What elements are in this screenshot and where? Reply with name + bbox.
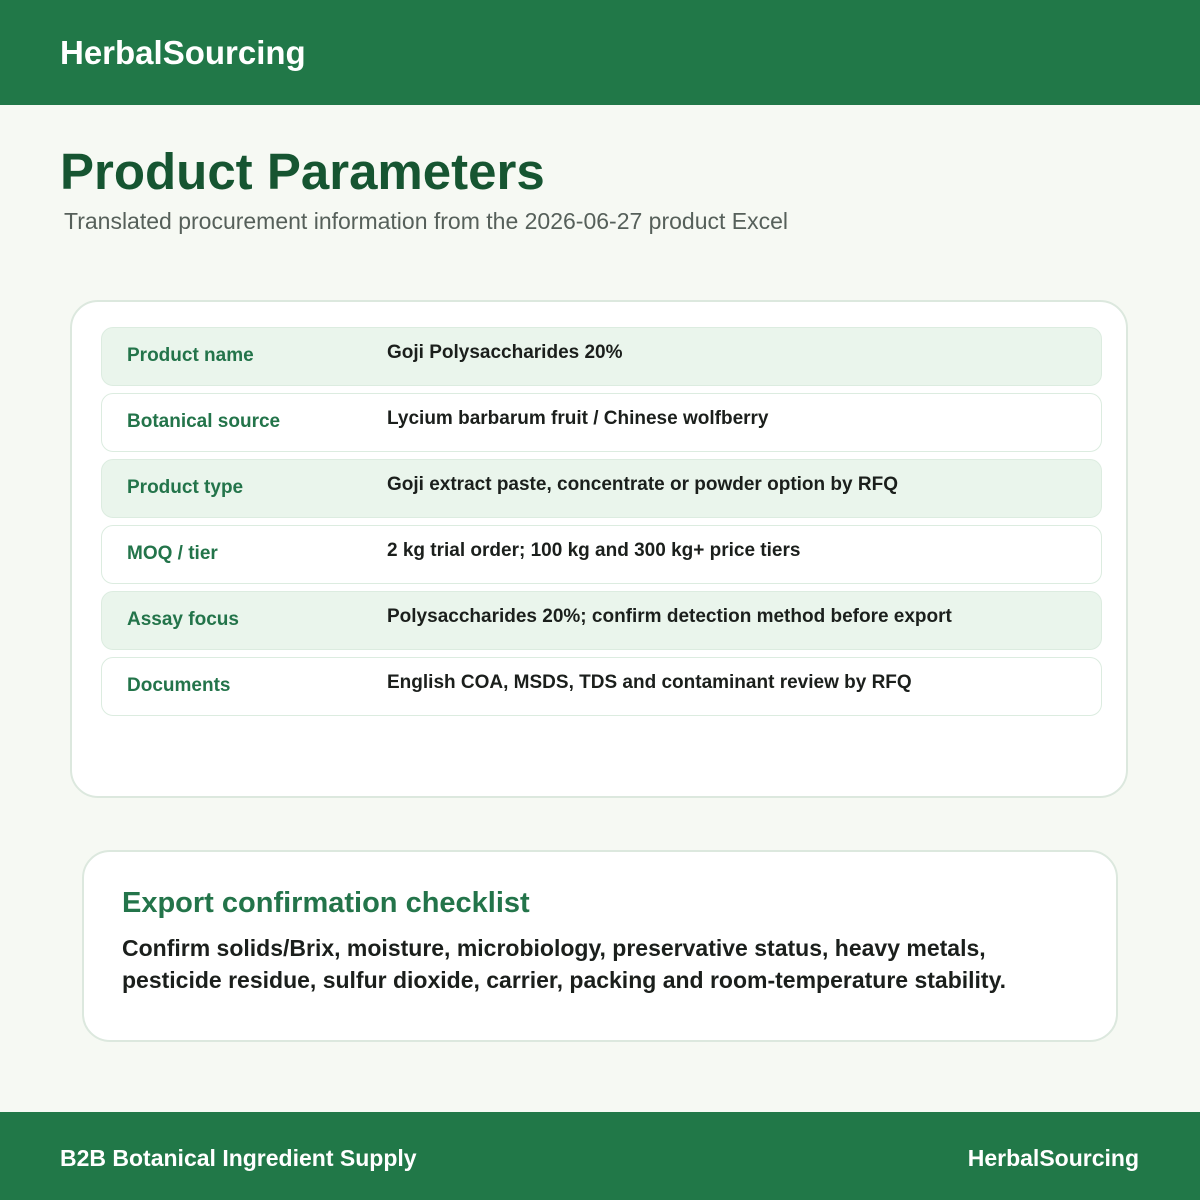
- export-checklist-card: [82, 850, 1118, 1042]
- parameter-value: 2 kg trial order; 100 kg and 300 kg+ price tiers: [387, 540, 801, 561]
- parameter-row-documents: [101, 657, 1102, 716]
- footer-tagline: B2B Botanical Ingredient Supply: [60, 1145, 417, 1171]
- parameter-label: Product name: [127, 345, 254, 366]
- page-title: Product Parameters: [60, 143, 545, 200]
- parameters-card: [70, 300, 1128, 798]
- checklist-title: Export confirmation checklist: [122, 887, 530, 919]
- footer-brand[interactable]: HerbalSourcing: [967, 1145, 1139, 1171]
- parameter-row-product-type: [101, 459, 1102, 518]
- page-subtitle: Translated procurement information from the 2026-06-27 product Excel: [64, 208, 789, 234]
- parameter-label: Assay focus: [127, 609, 239, 630]
- parameter-row-assay-focus: [101, 591, 1102, 650]
- parameter-row-product-name: [101, 327, 1102, 386]
- parameter-row-botanical-source: [101, 393, 1102, 452]
- site-footer: [0, 1112, 1200, 1200]
- parameter-row-moq-tier: [101, 525, 1102, 584]
- parameter-label: MOQ / tier: [127, 543, 218, 564]
- site-header: [0, 0, 1200, 105]
- parameter-value: Polysaccharides 20%; confirm detection method before export: [387, 606, 952, 627]
- parameter-value: Goji Polysaccharides 20%: [387, 342, 623, 363]
- parameter-label: Documents: [127, 675, 231, 696]
- brand-logo-text[interactable]: HerbalSourcing: [60, 34, 306, 71]
- checklist-text: Confirm solids/Brix, moisture, microbiology, preservative status, heavy metals, pesticide residue, sulfur dioxide, carrier, packing and room-temperature stability.: [122, 935, 1007, 993]
- parameter-label: Product type: [127, 477, 244, 498]
- parameter-value: English COA, MSDS, TDS and contaminant review by RFQ: [387, 672, 912, 693]
- parameter-value: Lycium barbarum fruit / Chinese wolfberry: [387, 408, 769, 429]
- parameter-label: Botanical source: [127, 411, 281, 432]
- parameter-value: Goji extract paste, concentrate or powder option by RFQ: [387, 474, 898, 495]
